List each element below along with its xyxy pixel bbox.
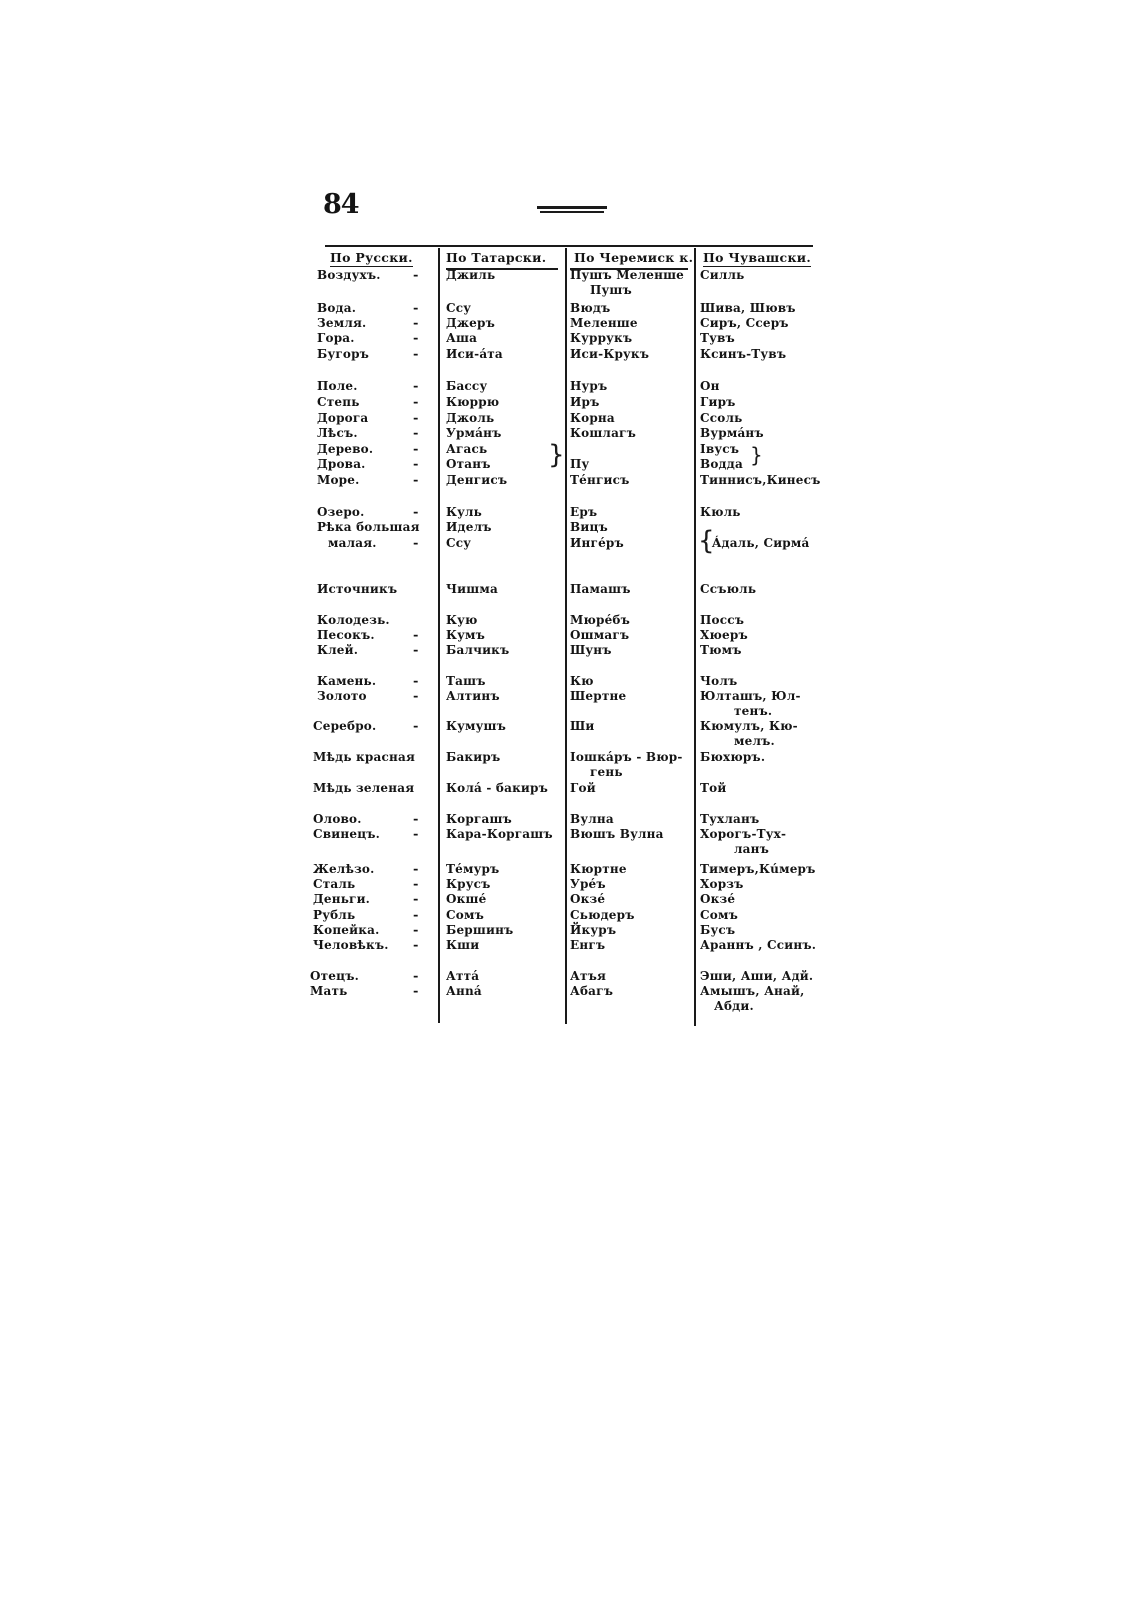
chuvash-word: Кюмулъ, Кю- — [700, 719, 798, 733]
cheremis-word: Тéнгисъ — [570, 473, 630, 487]
chuvash-word: Хорогъ-Тух- — [700, 827, 787, 841]
tatar-word: Чишма — [446, 582, 498, 596]
header-tatar: По Татарски. — [446, 250, 547, 265]
tatar-word: Аша — [446, 331, 478, 345]
chuvash-word: Тухланъ — [700, 812, 760, 826]
column-rule-1 — [438, 248, 440, 1023]
russian-word: Клей. — [317, 643, 359, 657]
tatar-word: Сомъ — [446, 908, 484, 922]
row-dash: - — [413, 862, 419, 877]
brace-chuvash-2: { — [698, 526, 715, 556]
chuvash-word: Он — [700, 379, 720, 393]
russian-word: Воздухъ. — [317, 268, 381, 282]
row-dash: - — [413, 457, 419, 472]
row-dash: - — [413, 379, 419, 394]
russian-word: Море. — [317, 473, 360, 487]
cheremis-word: Куррукъ — [570, 331, 633, 345]
tatar-word: Денгисъ — [446, 473, 508, 487]
brace-tatar: } — [548, 440, 565, 470]
russian-word: Поле. — [317, 379, 358, 393]
chuvash-word: Ссоль — [700, 411, 743, 425]
row-dash: - — [413, 331, 419, 346]
russian-word: Отецъ. — [310, 969, 359, 983]
tatar-word: Анná — [446, 984, 482, 998]
tatar-word: Кумушъ — [446, 719, 507, 733]
cheremis-word: Ши — [570, 719, 595, 733]
russian-word: Бугоръ — [317, 347, 370, 361]
russian-word: Колодезь. — [317, 613, 390, 627]
chuvash-word: Силль — [700, 268, 745, 282]
chuvash-word: Бюхюръ. — [700, 750, 766, 764]
brace-chuvash-1: } — [750, 443, 763, 467]
cheremis-word: Вулна — [570, 812, 614, 826]
russian-word: Дерево. — [317, 442, 374, 456]
cheremis-word: Енгъ — [570, 938, 606, 952]
cheremis-word: Гой — [570, 781, 596, 795]
row-dash: - — [413, 892, 419, 907]
cheremis-word: Кю — [570, 674, 594, 688]
russian-word: Дрова. — [317, 457, 366, 471]
cheremis-word: Окзé — [570, 892, 606, 906]
russian-word: малая. — [328, 536, 377, 550]
row-dash: - — [413, 923, 419, 938]
row-dash: - — [413, 719, 419, 734]
tatar-word: Куль — [446, 505, 483, 519]
chuvash-word: Окзé — [700, 892, 736, 906]
russian-word: Мѣдь красная — [313, 750, 416, 764]
row-dash: - — [413, 812, 419, 827]
chuvash-word-continuation: тенъ. — [734, 704, 773, 718]
russian-word: Олово. — [313, 812, 362, 826]
chuvash-word-continuation: Абди. — [714, 999, 754, 1013]
chuvash-word: Тюмъ — [700, 643, 742, 657]
chuvash-word: Юлташъ, Юл- — [700, 689, 801, 703]
chuvash-word: Чолъ — [700, 674, 738, 688]
tatar-word: Джеръ — [446, 316, 496, 330]
russian-word: Золото — [317, 689, 367, 703]
cheremis-word: Нуръ — [570, 379, 608, 393]
tatar-word: Бершинъ — [446, 923, 514, 937]
chuvash-word: Ссъюль — [700, 582, 757, 596]
cheremis-word: Памашъ — [570, 582, 631, 596]
russian-word: Источникъ — [317, 582, 398, 596]
russian-word: Мѣдь зеленая — [313, 781, 415, 795]
header-cheremis: По Черемиск к. — [574, 250, 694, 265]
chuvash-word-continuation: ланъ — [734, 842, 770, 856]
tatar-word: Джиль — [446, 268, 496, 282]
russian-word: Лѣсъ. — [317, 426, 358, 440]
tatar-word: Отанъ — [446, 457, 491, 471]
chuvash-word: Вурмáнъ — [700, 426, 764, 440]
tatar-word: Агась — [446, 442, 488, 456]
row-dash: - — [413, 827, 419, 842]
tatar-word: Ссу — [446, 301, 472, 315]
tatar-word: Ссу — [446, 536, 472, 550]
russian-word: Человѣкъ. — [313, 938, 389, 952]
cheremis-word: Еръ — [570, 505, 598, 519]
tatar-word: Тéмуръ — [446, 862, 500, 876]
russian-word: Степь — [317, 395, 360, 409]
russian-word: Песокъ. — [317, 628, 375, 642]
chuvash-word: Амышъ, Анай, — [700, 984, 805, 998]
row-dash: - — [413, 536, 419, 551]
row-dash: - — [413, 969, 419, 984]
chuvash-word: Тимеръ,Кúмеръ — [700, 862, 816, 876]
tatar-word: Урмáнъ — [446, 426, 502, 440]
row-dash: - — [413, 442, 419, 457]
chuvash-word: Араннъ , Ссинъ. — [700, 938, 817, 952]
russian-word: Рѣка большая — [317, 520, 420, 534]
cheremis-word: Шунъ — [570, 643, 612, 657]
column-rule-2 — [565, 248, 567, 1024]
tatar-word: Кюррю — [446, 395, 500, 409]
row-dash: - — [413, 643, 419, 658]
row-dash: - — [413, 316, 419, 331]
russian-word: Сталь — [313, 877, 356, 891]
cheremis-word: Пушъ Меленше — [570, 268, 685, 282]
tatar-word: Окшé — [446, 892, 487, 906]
cheremis-word: Кошлагъ — [570, 426, 637, 440]
russian-word: Копейка. — [313, 923, 380, 937]
cheremis-word: Мюрéбъ — [570, 613, 631, 627]
row-dash: - — [413, 908, 419, 923]
cheremis-word: Вюшъ Вулна — [570, 827, 664, 841]
row-dash: - — [413, 268, 419, 283]
cheremis-word: Вицъ — [570, 520, 608, 534]
row-dash: - — [413, 984, 419, 999]
tatar-word: Ташъ — [446, 674, 486, 688]
chuvash-word: Хорзъ — [700, 877, 744, 891]
chuvash-word: Áдаль, Сирмá — [712, 536, 810, 550]
tatar-word: Кши — [446, 938, 480, 952]
tatar-word: Иси-áта — [446, 347, 503, 361]
russian-word: Земля. — [317, 316, 367, 330]
tatar-word: Джоль — [446, 411, 495, 425]
chuvash-word: Водда — [700, 457, 743, 471]
russian-word: Гора. — [317, 331, 355, 345]
chuvash-word: Ксинъ-Тувъ — [700, 347, 787, 361]
chuvash-word: Шива, Шювъ — [700, 301, 796, 315]
russian-word: Желѣзо. — [313, 862, 375, 876]
tatar-word: Аттá — [446, 969, 480, 983]
russian-word: Дорога — [317, 411, 369, 425]
chuvash-word: Хюеръ — [700, 628, 748, 642]
tatar-word: Кара-Коргашъ — [446, 827, 553, 841]
cheremis-word: Кюртне — [570, 862, 627, 876]
tatar-word: Бассу — [446, 379, 488, 393]
tatar-word: Коргашъ — [446, 812, 512, 826]
cheremis-word: Iошкáръ - Вюр- — [570, 750, 683, 764]
row-dash: - — [413, 395, 419, 410]
tatar-word: Крусъ — [446, 877, 491, 891]
row-dash: - — [413, 674, 419, 689]
row-dash: - — [413, 473, 419, 488]
tatar-word: Алтинъ — [446, 689, 500, 703]
cheremis-word: Шертне — [570, 689, 627, 703]
cheremis-word: Пу — [570, 457, 590, 471]
row-dash: - — [413, 426, 419, 441]
row-dash: - — [413, 411, 419, 426]
chuvash-word: Iвусъ — [700, 442, 740, 456]
chuvash-word: Тиннисъ,Кинесъ — [700, 473, 821, 487]
header-russian: По Русски. — [330, 250, 413, 265]
cheremis-word: Ошмагъ — [570, 628, 630, 642]
cheremis-word: Абагъ — [570, 984, 614, 998]
cheremis-word: Вюдъ — [570, 301, 611, 315]
tatar-word: Кую — [446, 613, 478, 627]
russian-word: Камень. — [317, 674, 377, 688]
row-dash: - — [413, 689, 419, 704]
chuvash-word-continuation: мелъ. — [734, 734, 775, 748]
russian-word: Свинецъ. — [313, 827, 381, 841]
russian-word: Мать — [310, 984, 348, 998]
russian-word: Озеро. — [317, 505, 365, 519]
cheremis-word: Иси-Крукъ — [570, 347, 650, 361]
row-dash: - — [413, 628, 419, 643]
tatar-word: Иделъ — [446, 520, 492, 534]
tatar-word: Колá - бакиръ — [446, 781, 549, 795]
row-dash: - — [413, 938, 419, 953]
chuvash-word: Гиръ — [700, 395, 736, 409]
tatar-word: Кумъ — [446, 628, 486, 642]
table-top-rule — [325, 245, 813, 247]
cheremis-word: Сьюдеръ — [570, 908, 635, 922]
cheremis-word: Ингéръ — [570, 536, 624, 550]
russian-word: Рубль — [313, 908, 356, 922]
header-chuvash: По Чувашски. — [703, 250, 811, 265]
column-rule-3 — [694, 248, 696, 1026]
row-dash: - — [413, 347, 419, 362]
tatar-word: Балчикъ — [446, 643, 510, 657]
chuvash-word: Сиръ, Ссеръ — [700, 316, 789, 330]
cheremis-word-continuation: гень — [590, 765, 623, 779]
cheremis-word: Йкуръ — [570, 923, 617, 937]
russian-word: Серебро. — [313, 719, 377, 733]
row-dash: - — [413, 505, 419, 520]
chuvash-word: Бусъ — [700, 923, 736, 937]
chuvash-word: Поссъ — [700, 613, 745, 627]
cheremis-word: Корна — [570, 411, 615, 425]
row-dash: - — [413, 877, 419, 892]
cheremis-word: Урéъ — [570, 877, 606, 891]
chuvash-word: Кюль — [700, 505, 741, 519]
cheremis-word: Атъя — [570, 969, 607, 983]
cheremis-word-continuation: Пушъ — [590, 283, 632, 297]
cheremis-word: Иръ — [570, 395, 600, 409]
chuvash-word: Той — [700, 781, 727, 795]
chuvash-word: Сомъ — [700, 908, 738, 922]
chuvash-word: Эши, Аши, Адй. — [700, 969, 814, 983]
row-dash: - — [413, 301, 419, 316]
chuvash-word: Тувъ — [700, 331, 735, 345]
russian-word: Вода. — [317, 301, 357, 315]
page-number: 84 — [323, 189, 359, 220]
cheremis-word: Меленше — [570, 316, 638, 330]
russian-word: Деньги. — [313, 892, 371, 906]
tatar-word: Бакиръ — [446, 750, 501, 764]
